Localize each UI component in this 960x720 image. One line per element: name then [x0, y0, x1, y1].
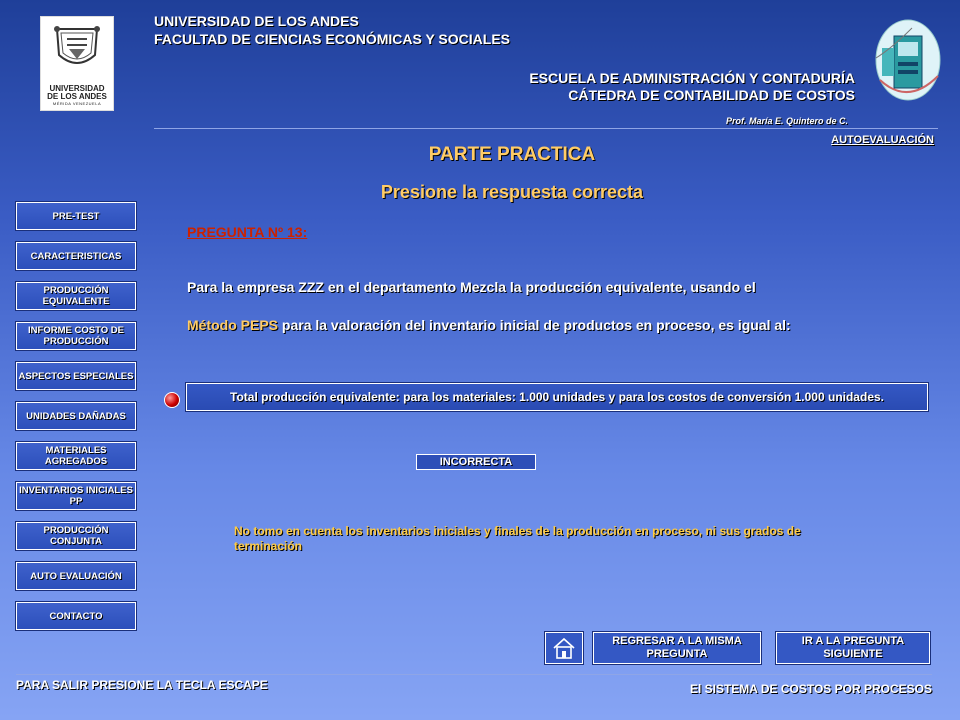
sidebar-item-produccion-conjunta[interactable]: PRODUCCIÓN CONJUNTA	[16, 522, 136, 550]
section-label: AUTOEVALUACIÓN	[831, 134, 934, 146]
footer-divider	[16, 674, 932, 675]
sidebar-item-materiales-agregados[interactable]: MATERIALES AGREGADOS	[16, 442, 136, 470]
professor-name: Prof. María E. Quintero de C.	[725, 116, 848, 126]
next-question-label: IR A LA PREGUNTA SIGUIENTE	[801, 635, 905, 660]
sidebar-item-aspectos-especiales[interactable]: ASPECTOS ESPECIALES	[16, 362, 136, 390]
house-icon	[552, 637, 576, 659]
instruction-title	[0, 182, 960, 203]
question-method: Método PEPS	[187, 317, 279, 333]
header-institution	[154, 12, 510, 48]
sidebar-item-contacto[interactable]: CONTACTO	[16, 602, 136, 630]
question-line-1: Para la empresa ZZZ en el departamento Mezcla la producción equivalente, usando el	[187, 279, 756, 295]
university-name: UNIVERSIDAD DE LOS ANDES	[154, 13, 359, 29]
question-text	[187, 268, 927, 344]
chair-name: CÁTEDRA DE CONTABILIDAD DE COSTOS	[568, 87, 855, 103]
school-name: ESCUELA DE ADMINISTRACIÓN Y CONTADURÍA	[529, 70, 855, 86]
header-divider	[154, 128, 938, 129]
retry-question-button[interactable]	[593, 632, 761, 664]
sidebar-item-informe-costo[interactable]: INFORME COSTO DE PRODUCCIÓN	[16, 322, 136, 350]
faculty-name: FACULTAD DE CIENCIAS ECONÓMICAS Y SOCIALES	[154, 31, 510, 47]
question-line-2-rest: para la valoración del inventario inicial de productos en proceso, es igual al:	[278, 317, 791, 333]
sidebar-item-unidades-danadas[interactable]: UNIDADES DAÑADAS	[16, 402, 136, 430]
logo-text-2: DE LOS ANDES	[47, 92, 107, 101]
retry-question-label: REGRESAR A LA MISMA PREGUNTA	[612, 635, 742, 660]
answer-bullet-icon	[164, 392, 180, 408]
home-button[interactable]	[545, 632, 583, 664]
result-badge: INCORRECTA	[416, 454, 536, 470]
sidebar-item-pre-test[interactable]: PRE-TEST	[16, 202, 136, 230]
footer-system-name: El SISTEMA DE COSTOS POR PROCESOS	[689, 682, 932, 696]
logo-text-3: MÉRIDA VENEZUELA	[52, 101, 102, 106]
instruction-text: Presione la respuesta correcta	[380, 182, 644, 202]
page-title	[0, 144, 960, 166]
answer-option-text: Total producción equivalente: para los materiales: 1.000 unidades y para los costos de conversión 1.000 unidades.	[230, 390, 884, 404]
next-question-button[interactable]	[776, 632, 930, 664]
logo-text-1: UNIVERSIDAD	[49, 84, 105, 93]
sidebar-item-produccion-equivalente[interactable]: PRODUCCIÓN EQUIVALENTE	[16, 282, 136, 310]
feedback-text: No tomo en cuenta los inventarios iniciales y finales de la producción en proceso, ni sus grados de terminación	[234, 524, 801, 553]
university-logo	[40, 16, 114, 111]
page-title-text: PARTE PRACTICA	[428, 144, 596, 165]
answer-option[interactable]	[186, 383, 928, 411]
question-line-2	[187, 306, 927, 344]
computer-globe-icon	[872, 18, 944, 108]
sidebar-item-caracteristicas[interactable]: CARACTERISTICAS	[16, 242, 136, 270]
header-school	[529, 70, 855, 104]
question-number: PREGUNTA Nº 13:	[187, 224, 308, 240]
footer-exit-hint: PARA SALIR PRESIONE LA TECLA ESCAPE	[16, 678, 268, 692]
sidebar-item-auto-evaluacion[interactable]: AUTO EVALUACIÓN	[16, 562, 136, 590]
coat-of-arms-icon	[47, 21, 107, 73]
sidebar-item-inventarios-iniciales[interactable]: INVENTARIOS INICIALES PP	[16, 482, 136, 510]
